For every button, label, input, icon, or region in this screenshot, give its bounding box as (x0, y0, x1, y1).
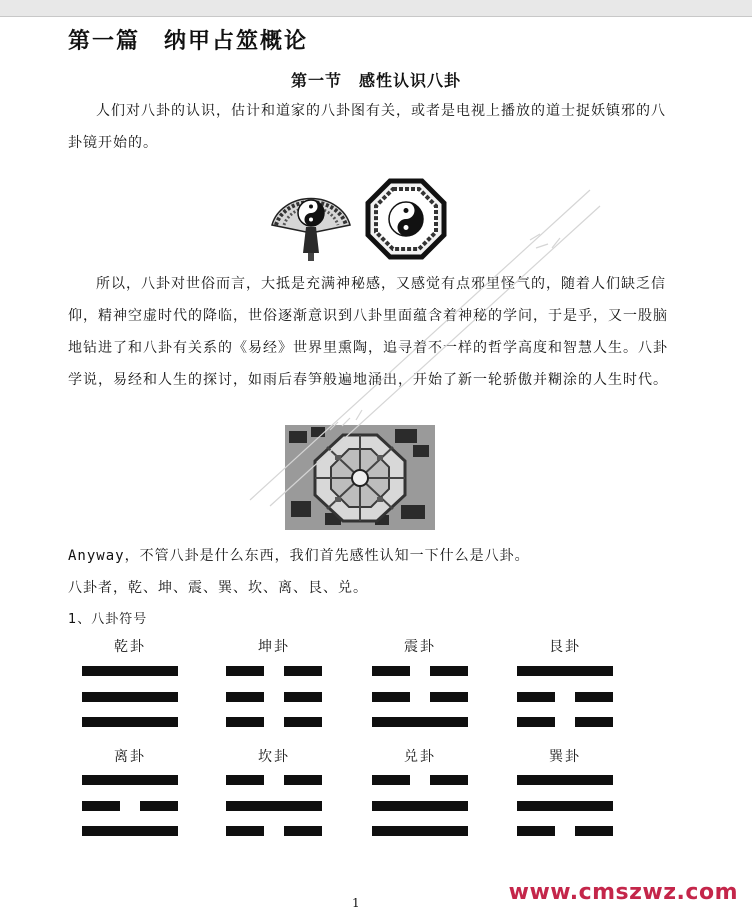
yin-line-segment (430, 775, 468, 785)
yin-line-segment (430, 692, 468, 702)
yin-line-segment (226, 775, 264, 785)
yin-line-segment (517, 826, 555, 836)
trigram-name: 坤卦 (258, 639, 290, 655)
yin-line-segment (226, 826, 264, 836)
yang-line (82, 717, 178, 727)
subheading-trigram-symbols: 1、八卦符号 (68, 612, 148, 627)
yin-line-segment (430, 666, 468, 676)
paragraph-secular-view (68, 268, 678, 396)
trigram-name: 兑卦 (404, 749, 436, 765)
yin-line-segment (517, 692, 555, 702)
yin-line-segment (517, 717, 555, 727)
yang-line (517, 801, 613, 811)
yin-line-segment (372, 692, 410, 702)
yang-line (517, 666, 613, 676)
yang-line (82, 826, 178, 836)
yang-line (82, 666, 178, 676)
yang-line (517, 775, 613, 785)
bagua-list: 八卦者，乾、坤、震、巽、坎、离、艮、兑。 (68, 580, 368, 596)
anyway-line (68, 545, 530, 565)
yang-line (372, 801, 468, 811)
yin-line-segment (575, 692, 613, 702)
bagua-mirror-illustration (262, 175, 452, 263)
site-watermark: www.cmszwz.com (508, 880, 738, 905)
yin-line-segment (226, 692, 264, 702)
viewer-top-bar (0, 0, 752, 17)
chapter-title: 第一篇 纳甲占筮概论 (68, 28, 309, 54)
yin-line-segment (226, 666, 264, 676)
yin-line-segment (226, 717, 264, 727)
trigram-name: 震卦 (404, 639, 436, 655)
trigram-name: 艮卦 (549, 639, 581, 655)
paragraph-intro-text: 人们对八卦的认识，估计和道家的八卦图有关，或者是电视上播放的道士捉妖镇邪的八卦镜开始的。 (68, 103, 666, 151)
yang-line (372, 826, 468, 836)
yin-line-segment (284, 692, 322, 702)
bagua-village-aerial-photo (285, 425, 435, 530)
page-number: 1 (352, 896, 360, 910)
section-title: 第一节 感性认识八卦 (290, 71, 461, 90)
trigram-name: 坎卦 (258, 749, 290, 765)
yin-line-segment (284, 717, 322, 727)
yin-line-segment (140, 801, 178, 811)
yin-line-segment (575, 717, 613, 727)
paragraph-intro (68, 95, 678, 159)
trigram-name: 巽卦 (549, 749, 581, 765)
yin-line-segment (372, 666, 410, 676)
yin-line-segment (82, 801, 120, 811)
yin-line-segment (575, 826, 613, 836)
yang-line (82, 692, 178, 702)
paragraph-secular-view-text: 所以，八卦对世俗而言，大抵是充满神秘感，又感觉有点邪里怪气的，随着人们缺乏信仰，精神空虚时代的降临，世俗逐渐意识到八卦里面蕴含着神秘的学问，于是乎，又一股脑地钻进了和八卦有关系的《易经》世界里熏陶，追寻着不一样的哲学高度和智慧人生。八卦学说，易经和人生的探讨，如雨后春笋般遍地涌出，开始了新一轮骄傲并糊涂的人生时代。 (68, 276, 668, 388)
anyway-word: Anyway (68, 548, 125, 564)
yang-line (372, 717, 468, 727)
yin-line-segment (284, 826, 322, 836)
bagua-octagon-icon (368, 181, 444, 257)
taiji-fan-icon (272, 199, 350, 261)
yin-line-segment (284, 775, 322, 785)
yang-line (82, 775, 178, 785)
trigram-name: 乾卦 (114, 639, 146, 655)
trigram-name: 离卦 (114, 749, 146, 765)
yin-line-segment (372, 775, 410, 785)
yin-line-segment (284, 666, 322, 676)
anyway-line-text: ，不管八卦是什么东西，我们首先感性认知一下什么是八卦。 (124, 548, 530, 564)
yang-line (226, 801, 322, 811)
